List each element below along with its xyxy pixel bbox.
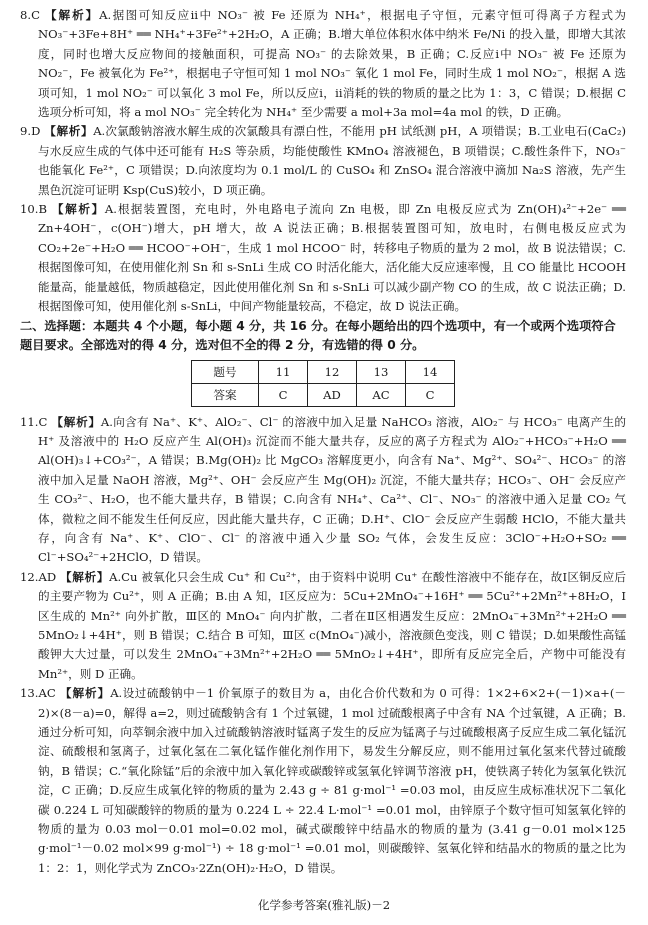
section-2-title: 二、选择题：本题共 4 个小题，每小题 4 分，共 16 分。在每小题给出的四个选项中，有一个或两个选项符合题目要求。全部选对的得 4 分，选对但不全的得 2 分，有选错的得 0 分。	[20, 318, 616, 352]
page-footer: 化学参考答案(雅礼版)－2	[257, 898, 391, 912]
analysis-tag: 【解析】	[60, 569, 110, 584]
table-number-cell: 12	[308, 360, 357, 383]
answer-paragraph-13	[20, 684, 626, 878]
analysis-tag: 【解析】	[51, 414, 101, 429]
analysis-tag: 【解析】	[44, 124, 94, 139]
answer-paragraph-8	[20, 6, 626, 122]
analysis-text: A.据图可知反应ⅱ中 NO₃⁻ 被 Fe 还原为 NH₄⁺，根据电子守恒，元素守恒可得离子方程式为 NO₃⁻+3Fe+8H⁺ ══ NH₄⁺+3Fe²⁺+2H₂O，A 正确；B.增大单位体积水体中纳米 Fe/Ni 的投入量，即增大其浓度，同时也增大反应物间的接触面积，可提高 NO₃⁻ 的去除效果，B 正确；C.反应ⅰ中 NO₃⁻ 被 Fe 还原为 NO₂⁻，Fe 被氧化为 Fe²⁺，根据电子守恒可知 1 mol NO₃⁻ 氧化 1 mol Fe，同时生成 1 mol NO₂⁻，根据 A 选项可知，1 mol NO₂⁻ 可以氧化 3 mol Fe，所以反应ⅰ，ⅱ消耗的铁的物质的量之比为 1：3，C 错误；D.根据 C 选项分析可知，将 a mol NO₃⁻ 完全转化为 NH₄⁺ 至少需要 a mol+3a mol=4a mol 的铁，D 正确。	[38, 8, 626, 120]
answer-letter: C	[31, 8, 40, 22]
table-answer-cell: C	[259, 383, 308, 406]
question-number: 11.	[20, 414, 39, 429]
question-number: 13.	[20, 686, 39, 701]
analysis-text: A.根据装置图，充电时，外电路电子流向 Zn 电极，即 Zn 电极反应式为 Zn(OH)₄²⁻+2e⁻ ══ Zn+4OH⁻，c(OH⁻)增大，pH 增大，故 A 说法正确；B.根据装置图可知，放电时，右侧电极反应式为 CO₂+2e⁻+H₂O ══ HCOO⁻+OH⁻，生成 1 mol HCOO⁻ 时，转移电子物质的量为 2 mol，故 B 说法错误；C.根据图像可知，在使用催化剂 Sn 和 s-SnLi 生成 CO 时活化能大，活化能大反应速率慢，且 CO 能量比 HCOOH 能量高，能量越低，物质越稳定，因此使用催化剂 Sn 和 s-SnLi 可以减少副产物 CO 的生成，故 C 说法正确；D.根据图像可知，使用催化剂 s-SnLi，中间产物能量较高，不稳定，故 D 说法正确。	[38, 202, 626, 314]
answer-letter: C	[38, 414, 48, 429]
analysis-text: A.Cu 被氧化只会生成 Cu⁺ 和 Cu²⁺，由于资料中说明 Cu⁺ 在酸性溶液中不能存在，故Ⅰ区铜反应后的主要产物为 Cu²⁺，则 A 正确；B.由 A 知，Ⅰ区反应为：5Cu+2MnO₄⁻+16H⁺ ══ 5Cu²⁺+2Mn²⁺+8H₂O，Ⅰ区生成的 Mn²⁺ 向外扩散，Ⅲ区的 MnO₄⁻ 向内扩散，二者在Ⅱ区相遇发生反应：2MnO₄⁻+3Mn²⁺+2H₂O ══ 5MnO₂↓+4H⁺，则 B 错误；C.结合 B 可知，Ⅲ区 c(MnO₄⁻)减小，溶液颜色变浅，则 C 错误；D.如果酸性高锰酸钾大大过量，可以发生 2MnO₄⁻+3Mn²⁺+2H₂O ══ 5MnO₂↓+4H⁺，即所有反应完全后，产物中可能没有 Mn²⁺，则 D 正确。	[38, 569, 627, 681]
analysis-text: A.设过硫酸钠中－1 价氧原子的数目为 a，由化合价代数和为 0 可得：1×2+6×2+(－1)×a+(－2)×(8－a)=0，解得 a=2，则过硫酸钠含有 1 个过氧键，1 mol 过硫酸根离子中含有 NA 个过氧键，A 正确；B.通过分析可知，向萃铜余液中加入过硫酸钠溶液时锰离子发生的反应为锰离子与过硫酸根离子反应生成二氧化锰沉淀、硫酸根和氢离子，过氧化氢在二氧化锰作催化剂作用下，易发生分解反应，则不能用过氧化氢来代替过硫酸钠，B 错误；C.“氧化除锰”后的余液中加入氧化锌或碳酸锌或氢氧化锌调节溶液 pH，使铁离子转化为氢氧化铁沉淀，C 正确；D.反应生成氧化锌的物质的量为 2.43 g ÷ 81 g·mol⁻¹ =0.03 mol，由反应生成标准状况下二氧化碳 0.224 L 可知碳酸锌的物质的量为 0.224 L ÷ 22.4 L·mol⁻¹ =0.01 mol，由锌原子个数守恒可知氢氧化锌的物质的量为 0.03 mol－0.01 mol=0.02 mol，碱式碳酸锌中结晶水的物质的量为 (3.41 g－0.01 mol×125 g·mol⁻¹－0.02 mol×99 g·mol⁻¹) ÷ 18 g·mol⁻¹ =0.01 mol，则碳酸锌、氢氧化锌和结晶水的物质的量之比为 1：2：1，则化学式为 ZnCO₃·2Zn(OH)₂·H₂O，D 错误。	[38, 686, 626, 875]
question-number: 10.	[20, 202, 39, 217]
answer-table	[191, 360, 455, 407]
answer-paragraph-12	[20, 568, 626, 684]
answer-letter: B	[38, 202, 47, 217]
answer-paragraph-9	[20, 122, 626, 200]
answer-letter: AC	[38, 686, 56, 701]
answer-letter: AD	[38, 569, 57, 584]
analysis-tag: 【解析】	[59, 686, 111, 701]
table-answer-cell: C	[406, 383, 455, 406]
question-number: 8.	[20, 8, 32, 22]
question-number: 12.	[20, 569, 39, 584]
question-number: 9.	[20, 124, 32, 139]
analysis-text: A.向含有 Na⁺、K⁺、AlO₂⁻、Cl⁻ 的溶液中加入足量 NaHCO₃ 溶液，AlO₂⁻ 与 HCO₃⁻ 电离产生的 H⁺ 及溶液中的 H₂O 反应产生 Al(OH)₃ 沉淀而不能大量共存，反应的离子方程式为 AlO₂⁻+HCO₃⁻+H₂O ══ Al(OH)₃↓+CO₃²⁻，A 错误；B.Mg(OH)₂ 比 MgCO₃ 溶解度更小，向含有 Na⁺、Mg²⁺、SO₄²⁻、HCO₃⁻ 的溶液中加入足量 NaOH 溶液，Mg²⁺、OH⁻ 会反应产生 Mg(OH)₂ 沉淀，不能大量共存；HCO₃⁻、OH⁻ 会反应产生 CO₃²⁻、H₂O，也不能大量共存，B 错误；C.向含有 NH₄⁺、Ca²⁺、Cl⁻、NO₃⁻ 的溶液中通入足量 CO₂ 气体，微粒之间不能发生任何反应，因此能大量共存，C 正确；D.H⁺、ClO⁻ 会反应产生弱酸 HClO，不能大量共存，向含有 Na⁺、K⁺、ClO⁻、Cl⁻ 的溶液中通入少量 SO₂ 气体，会发生反应：3ClO⁻+H₂O+SO₂ ══ Cl⁻+SO₄²⁻+2HClO，D 错误。	[38, 414, 626, 565]
answer-paragraph-10	[20, 200, 626, 316]
answer-letter: D	[31, 124, 41, 139]
answer-table-answer-row	[192, 383, 455, 406]
analysis-tag: 【解析】	[51, 202, 105, 217]
table-header-label: 题号	[192, 360, 259, 383]
answer-paragraph-11	[20, 413, 626, 568]
table-answer-cell: AD	[308, 383, 357, 406]
table-number-cell: 11	[259, 360, 308, 383]
table-number-cell: 13	[357, 360, 406, 383]
table-number-cell: 14	[406, 360, 455, 383]
answer-table-header-row	[192, 360, 455, 383]
table-answer-cell: AC	[357, 383, 406, 406]
table-answer-label: 答案	[192, 383, 259, 406]
analysis-text: A.次氯酸钠溶液水解生成的次氯酸具有漂白性，不能用 pH 试纸测 pH，A 项错误；B.工业电石(CaC₂)与水反应生成的气体中还可能有 H₂S 等杂质，均能使酸性 KMnO₄ 溶液褪色，B 项错误；C.酸性条件下，NO₃⁻ 也能氧化 Fe²⁺，C 项错误；D.向浓度均为 0.1 mol/L 的 CuSO₄ 和 ZnSO₄ 混合溶液中滴加 Na₂S 溶液，先产生黑色沉淀可证明 Ksp(CuS)较小，D 项正确。	[38, 124, 626, 197]
analysis-tag: 【解析】	[45, 8, 100, 22]
